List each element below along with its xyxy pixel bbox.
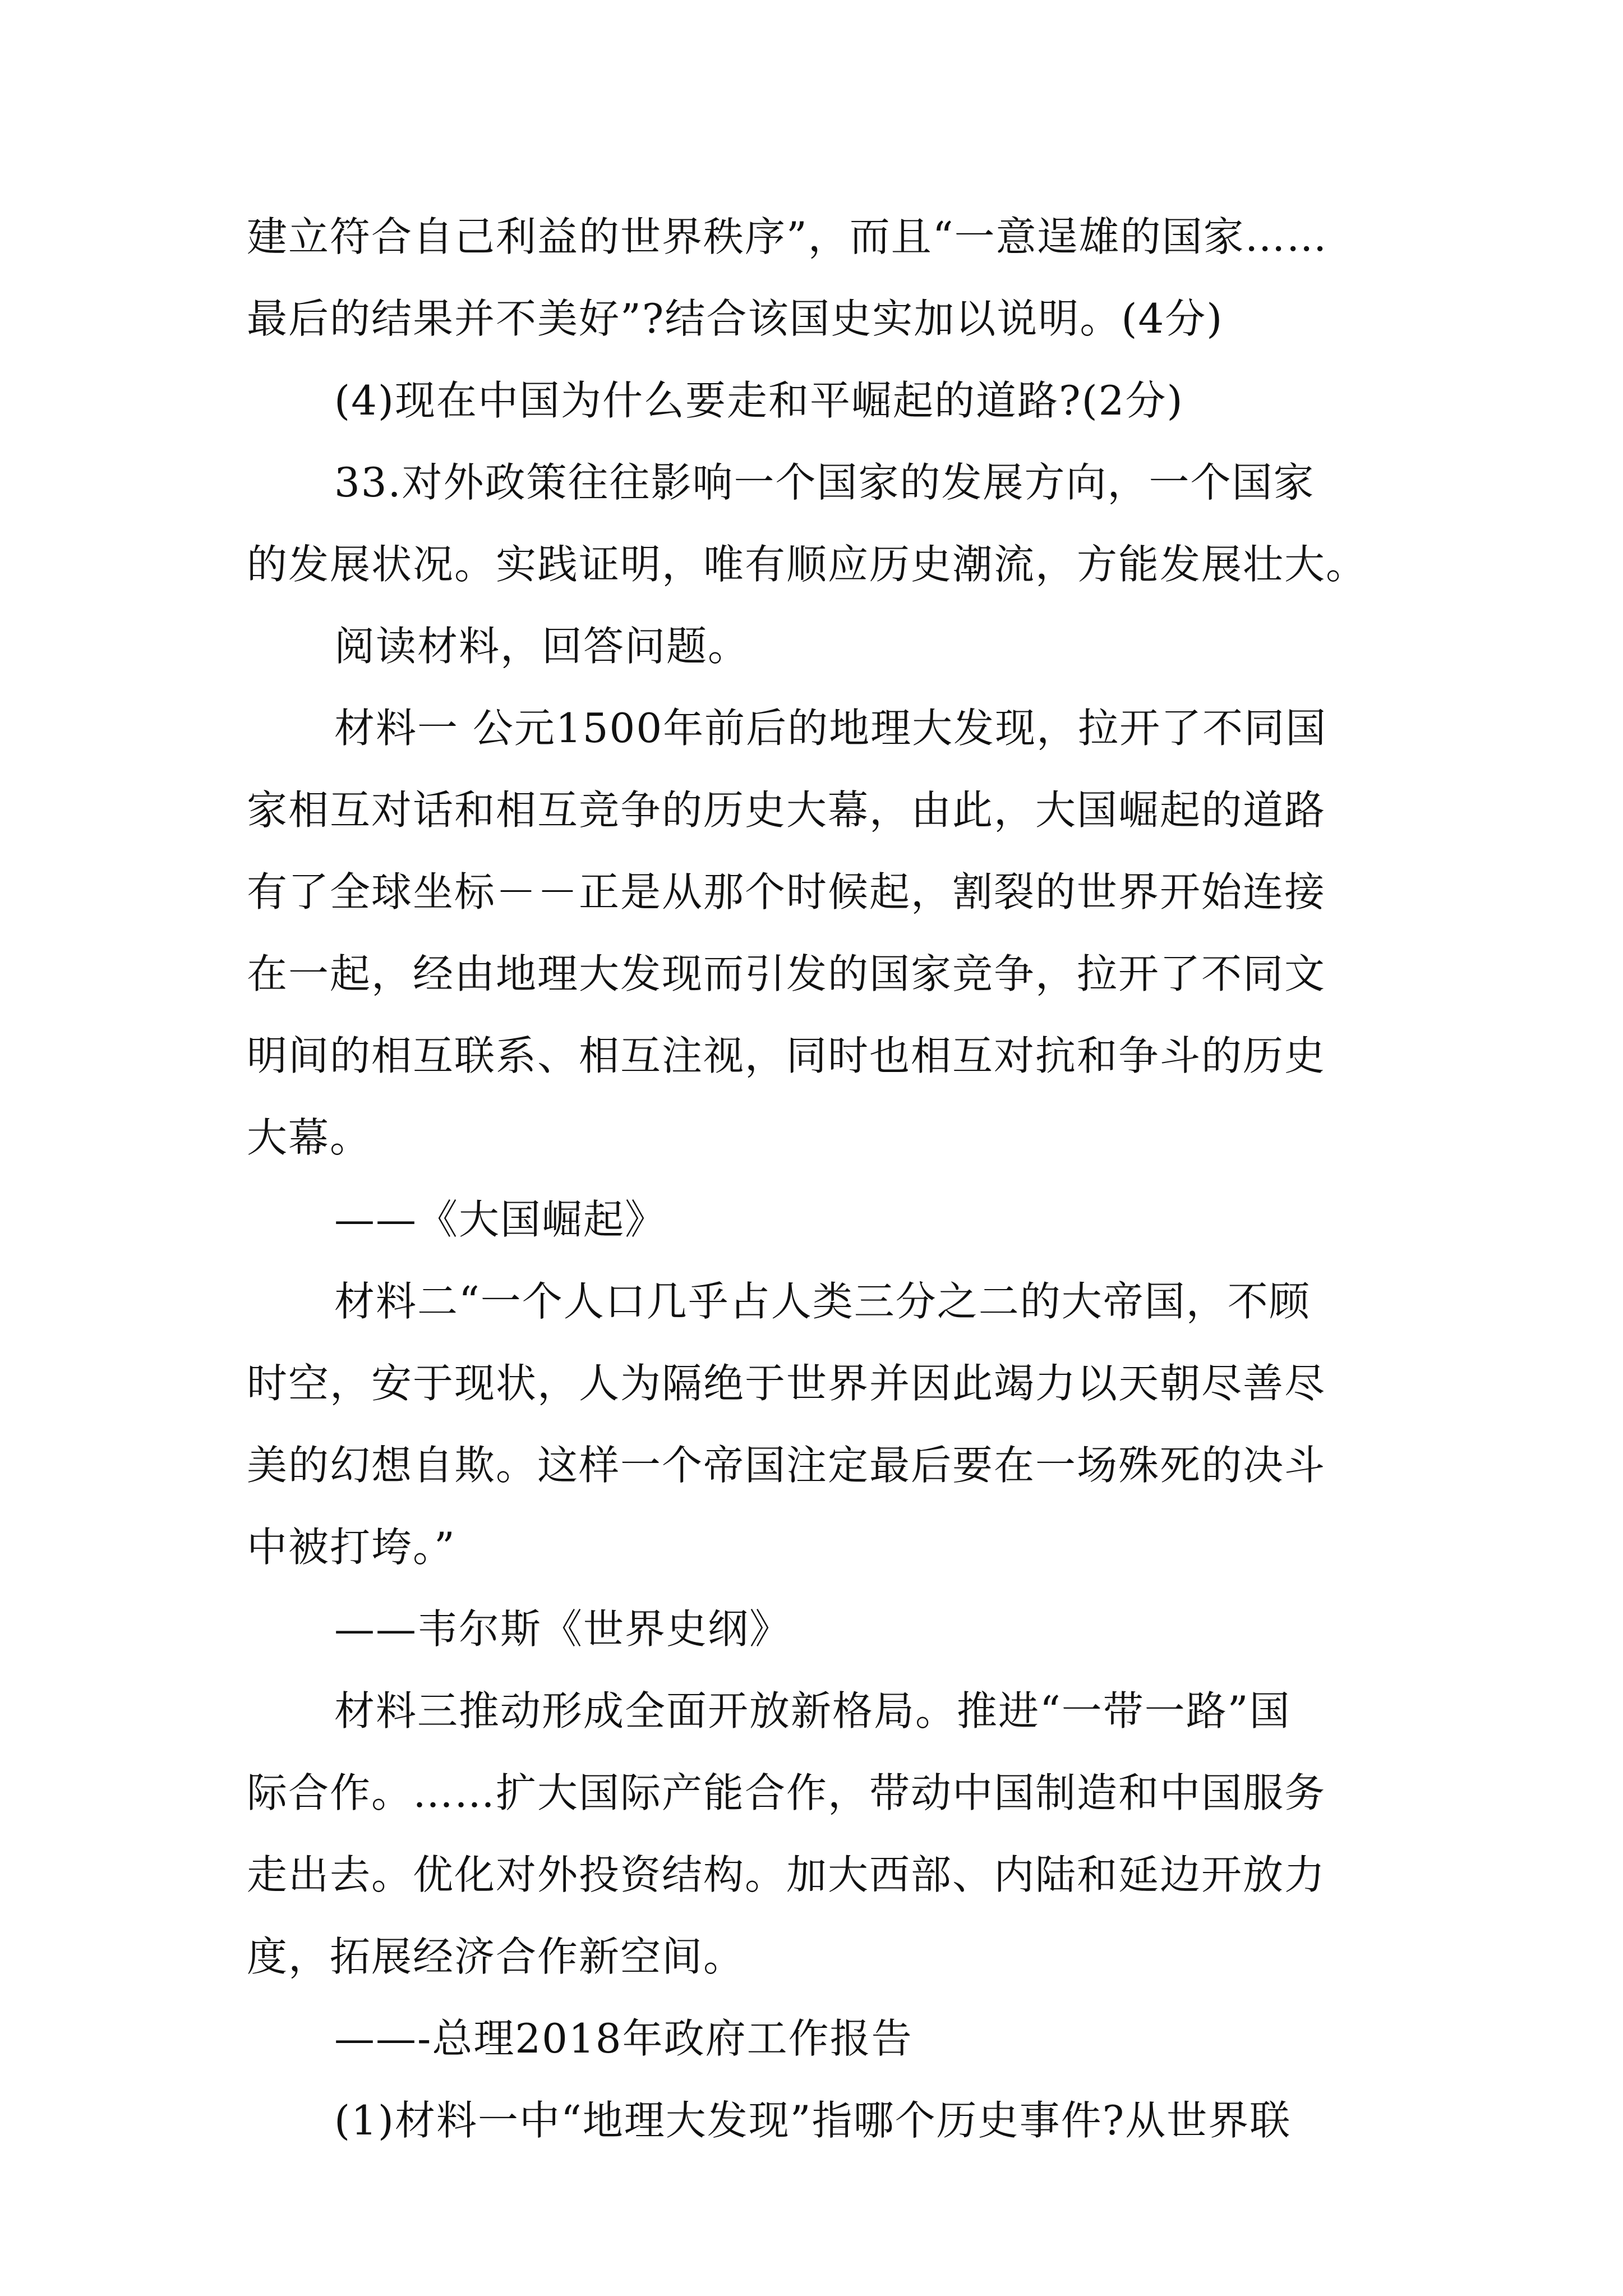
material-1-line-5: 明间的相互联系、相互注视，同时也相互对抗和争斗的历史	[247, 1032, 1326, 1079]
material-2-line-4: 中被打垮。”	[247, 1524, 456, 1571]
material-1-source: ——《大国崛起》	[334, 1196, 667, 1243]
material-3-line-3: 走出去。优化对外投资结构。加大西部、内陆和延边开放力	[247, 1851, 1326, 1898]
material-1-start: 材料一 公元1500年前后的地理大发现，拉开了不同国	[334, 705, 1327, 752]
material-2-line-2: 时空，安于现状，人为隔绝于世界并因此竭力以天朝尽善尽	[247, 1360, 1326, 1407]
text-line-2: 最后的结果并不美好”?结合该国史实加以说明。(4分)	[247, 295, 1224, 342]
material-1-line-3: 有了全球坐标－－正是从那个时候起，割裂的世界开始连接	[247, 868, 1326, 915]
question-33-part-1: (1)材料一中“地理大发现”指哪个历史事件?从世界联	[334, 2097, 1292, 2144]
text-line-5: 的发展状况。实践证明，唯有顺应历史潮流，方能发展壮大。	[247, 541, 1368, 588]
material-3-source: ——-总理2018年政府工作报告	[334, 2015, 913, 2062]
material-2-start: 材料二“一个人口几乎占人类三分之二的大帝国，不顾	[334, 1278, 1311, 1325]
material-3-line-2: 际合作。……扩大国际产能合作，带动中国制造和中国服务	[247, 1769, 1326, 1816]
question-33-intro: 33.对外政策往往影响一个国家的发展方向，一个国家	[334, 459, 1315, 506]
material-1-line-2: 家相互对话和相互竞争的历史大幕，由此，大国崛起的道路	[247, 786, 1326, 834]
material-1-line-6: 大幕。	[247, 1114, 372, 1161]
question-4: (4)现在中国为什么要走和平崛起的道路?(2分)	[334, 377, 1184, 424]
material-3-line-4: 度，拓展经济合作新空间。	[247, 1933, 745, 1980]
material-1-line-4: 在一起，经由地理大发现而引发的国家竞争，拉开了不同文	[247, 950, 1326, 997]
material-3-start: 材料三推动形成全面开放新格局。推进“一带一路”国	[334, 1687, 1291, 1734]
text-line-1: 建立符合自己利益的世界秩序”，而且“一意逞雄的国家……	[247, 213, 1328, 260]
instruction-line: 阅读材料，回答问题。	[334, 623, 750, 670]
material-2-line-3: 美的幻想自欺。这样一个帝国注定最后要在一场殊死的决斗	[247, 1442, 1326, 1489]
material-2-source: ——韦尔斯《世界史纲》	[334, 1605, 791, 1653]
